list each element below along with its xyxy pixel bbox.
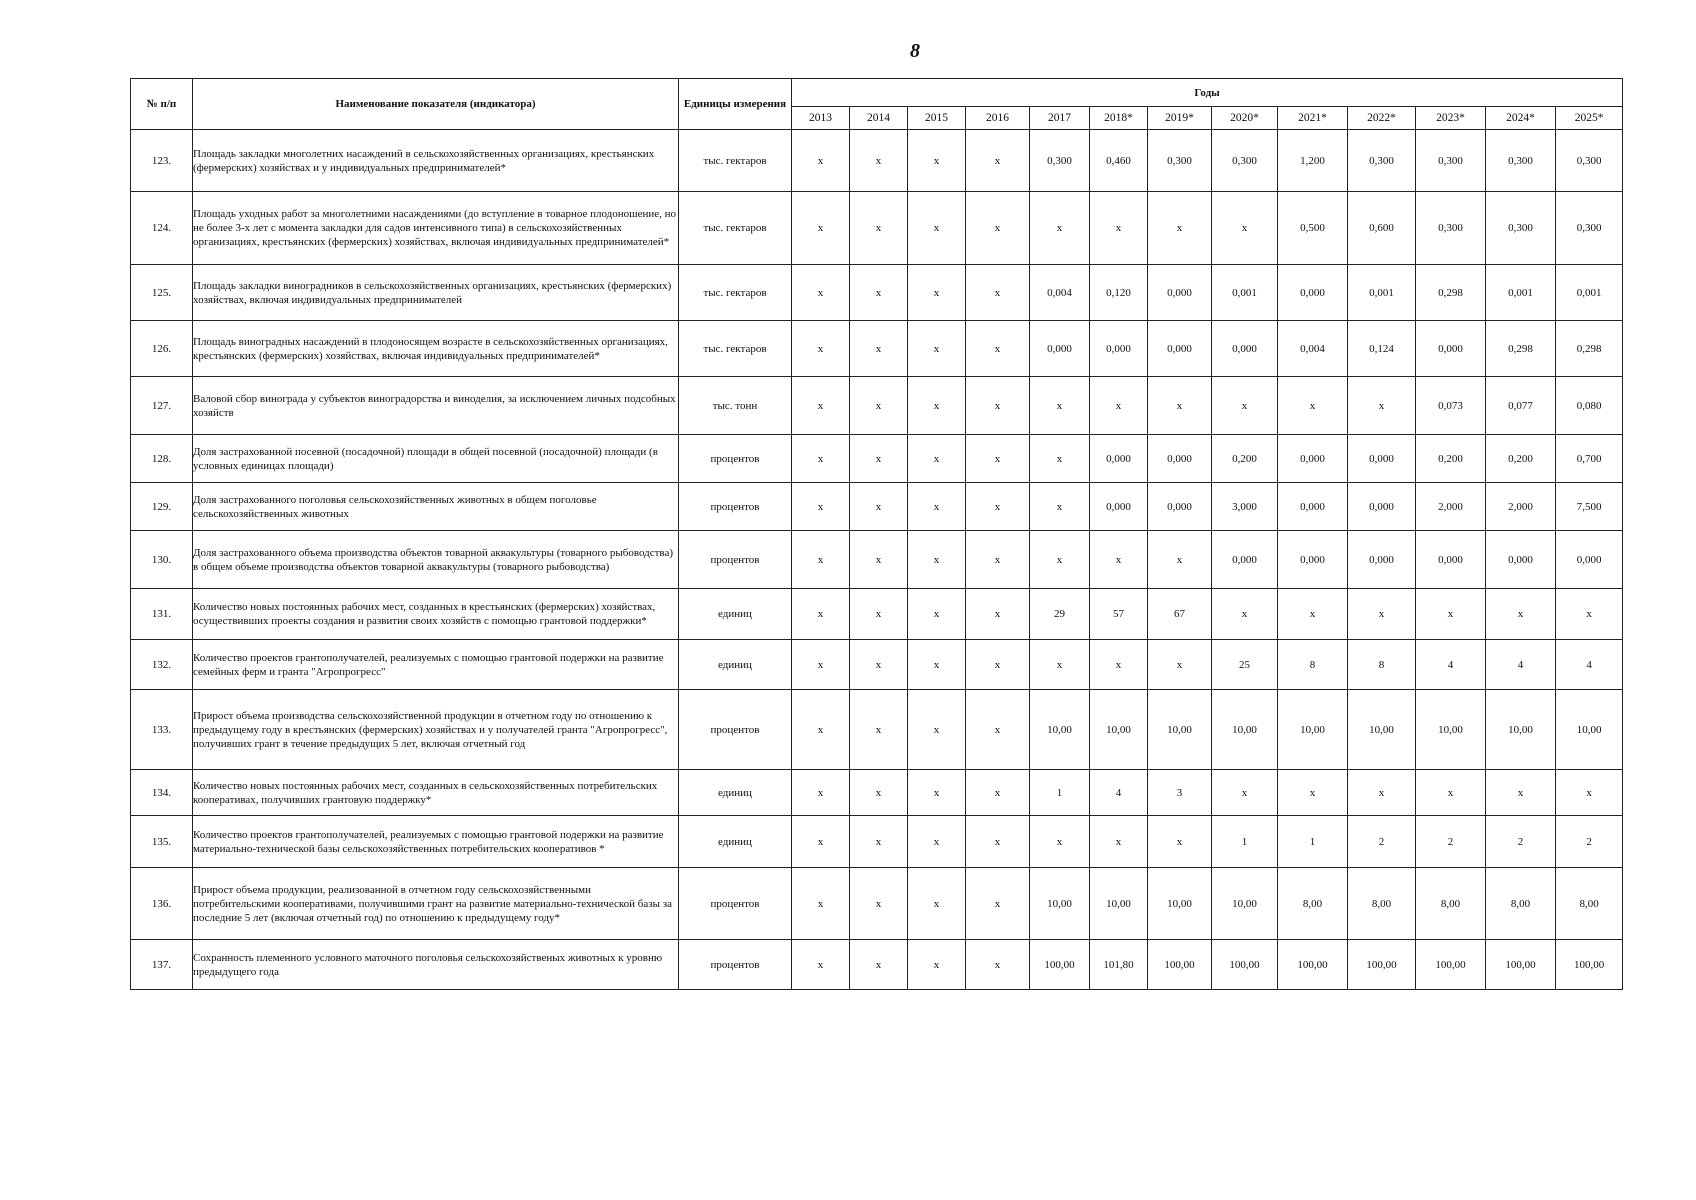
value-cell: 4	[1416, 640, 1486, 690]
value-cell: 0,000	[1416, 321, 1486, 377]
value-cell: х	[908, 589, 966, 640]
value-cell: 0,001	[1556, 265, 1623, 321]
value-cell: х	[908, 265, 966, 321]
value-cell: 4	[1556, 640, 1623, 690]
value-cell: х	[1030, 640, 1090, 690]
indicator-name: Площадь закладки многолетних насаждений в сельскохозяйственных организациях, крестьянских (фермерских) хозяйствах и у индивидуальных предпринимателей*	[193, 130, 679, 192]
value-cell: 67	[1148, 589, 1212, 640]
value-cell: х	[908, 690, 966, 770]
value-cell: х	[850, 192, 908, 265]
value-cell: х	[966, 640, 1030, 690]
value-cell: х	[908, 130, 966, 192]
value-cell: 0,700	[1556, 435, 1623, 483]
table-row	[131, 483, 1623, 531]
indicator-name: Количество проектов грантополучателей, реализуемых с помощью грантовой подержки на развитие материально-технической базы сельскохозяйственных потребительских кооперативов *	[193, 816, 679, 868]
row-number: 124.	[131, 192, 193, 265]
value-cell: х	[908, 192, 966, 265]
value-cell: 0,000	[1090, 435, 1148, 483]
indicators-table	[130, 78, 1623, 990]
value-cell: х	[850, 690, 908, 770]
value-cell: 0,004	[1278, 321, 1348, 377]
indicator-name: Площадь уходных работ за многолетними насаждениями (до вступление в товарное плодоношение, но не более 3-х лет с момента закладки для садов интенсивного типа) в сельскохозяйственных организациях, крестьянских (фермерских) хозяйствах, включая индивидуальных предпринимателей*	[193, 192, 679, 265]
value-cell: 1	[1278, 816, 1348, 868]
value-cell: 10,00	[1148, 868, 1212, 940]
unit-cell: процентов	[679, 483, 792, 531]
row-number: 125.	[131, 265, 193, 321]
value-cell: 0,460	[1090, 130, 1148, 192]
value-cell: 0,300	[1148, 130, 1212, 192]
value-cell: 1	[1212, 816, 1278, 868]
value-cell: х	[792, 816, 850, 868]
value-cell: 10,00	[1278, 690, 1348, 770]
value-cell: х	[966, 192, 1030, 265]
value-cell: х	[1090, 192, 1148, 265]
value-cell: х	[1148, 192, 1212, 265]
value-cell: 8,00	[1416, 868, 1486, 940]
value-cell: 0,500	[1278, 192, 1348, 265]
value-cell: 0,000	[1148, 435, 1212, 483]
row-number: 135.	[131, 816, 193, 868]
value-cell: 0,000	[1486, 531, 1556, 589]
value-cell: 3	[1148, 770, 1212, 816]
value-cell: х	[908, 321, 966, 377]
value-cell: х	[1212, 192, 1278, 265]
value-cell: 10,00	[1148, 690, 1212, 770]
value-cell: х	[850, 377, 908, 435]
value-cell: х	[1148, 377, 1212, 435]
indicator-name: Доля застрахованного объема производства объектов товарной аквакультуры (товарного рыбоводства) в общем объеме производства объектов товарной аквакультуры (товарного рыбоводства)	[193, 531, 679, 589]
value-cell: 8,00	[1348, 868, 1416, 940]
value-cell: х	[966, 531, 1030, 589]
value-cell: 10,00	[1416, 690, 1486, 770]
table-row	[131, 321, 1623, 377]
row-number: 126.	[131, 321, 193, 377]
row-number: 129.	[131, 483, 193, 531]
value-cell: х	[1212, 770, 1278, 816]
value-cell: х	[966, 690, 1030, 770]
table-row	[131, 868, 1623, 940]
unit-cell: единиц	[679, 816, 792, 868]
indicator-name: Сохранность племенного условного маточного поголовья сельскохозяйственых животных к уровню предыдущего года	[193, 940, 679, 990]
value-cell: х	[1030, 377, 1090, 435]
value-cell: 0,000	[1278, 531, 1348, 589]
value-cell: 0,300	[1556, 192, 1623, 265]
row-number: 128.	[131, 435, 193, 483]
value-cell: х	[966, 940, 1030, 990]
value-cell: 1	[1030, 770, 1090, 816]
value-cell: 1,200	[1278, 130, 1348, 192]
value-cell: 100,00	[1278, 940, 1348, 990]
header-year: 2024*	[1486, 107, 1556, 130]
value-cell: 25	[1212, 640, 1278, 690]
value-cell: х	[966, 770, 1030, 816]
header-year: 2018*	[1090, 107, 1148, 130]
value-cell: 0,000	[1278, 265, 1348, 321]
value-cell: х	[908, 940, 966, 990]
header-year: 2013	[792, 107, 850, 130]
value-cell: х	[1148, 816, 1212, 868]
value-cell: 0,001	[1212, 265, 1278, 321]
value-cell: х	[792, 435, 850, 483]
value-cell: х	[1090, 816, 1148, 868]
value-cell: 0,000	[1212, 321, 1278, 377]
table-body	[131, 130, 1623, 990]
value-cell: 8,00	[1486, 868, 1556, 940]
value-cell: х	[908, 816, 966, 868]
value-cell: 8	[1348, 640, 1416, 690]
value-cell: х	[1030, 531, 1090, 589]
value-cell: 0,298	[1416, 265, 1486, 321]
value-cell: 100,00	[1348, 940, 1416, 990]
value-cell: 0,300	[1486, 130, 1556, 192]
value-cell: х	[1416, 770, 1486, 816]
header-name: Наименование показателя (индикатора)	[193, 79, 679, 130]
value-cell: х	[1212, 589, 1278, 640]
unit-cell: тыс. гектаров	[679, 130, 792, 192]
value-cell: х	[850, 483, 908, 531]
value-cell: х	[792, 377, 850, 435]
value-cell: 0,000	[1278, 483, 1348, 531]
value-cell: 10,00	[1212, 690, 1278, 770]
value-cell: 10,00	[1486, 690, 1556, 770]
value-cell: 0,300	[1030, 130, 1090, 192]
value-cell: 0,004	[1030, 265, 1090, 321]
header-year: 2015	[908, 107, 966, 130]
value-cell: 8,00	[1278, 868, 1348, 940]
value-cell: х	[792, 531, 850, 589]
value-cell: 10,00	[1090, 690, 1148, 770]
value-cell: х	[966, 589, 1030, 640]
value-cell: х	[792, 940, 850, 990]
value-cell: 57	[1090, 589, 1148, 640]
table-row	[131, 130, 1623, 192]
value-cell: 0,000	[1148, 265, 1212, 321]
value-cell: х	[908, 770, 966, 816]
row-number: 131.	[131, 589, 193, 640]
header-years-group: Годы	[792, 79, 1623, 107]
value-cell: х	[850, 130, 908, 192]
value-cell: х	[908, 483, 966, 531]
value-cell: х	[850, 770, 908, 816]
value-cell: 0,300	[1416, 192, 1486, 265]
value-cell: 10,00	[1030, 868, 1090, 940]
row-number: 132.	[131, 640, 193, 690]
header-unit: Единицы измерения	[679, 79, 792, 130]
value-cell: 2	[1556, 816, 1623, 868]
indicator-name: Прирост объема производства сельскохозяйственной продукции в отчетном году по отношению к предыдущему году в крестьянских (фермерских) хозяйствах и у получателей гранта "Агропрогресс", получивших грант в течение предыдущих 5 лет, включая отчетный год	[193, 690, 679, 770]
value-cell: 0,300	[1212, 130, 1278, 192]
value-cell: 0,300	[1416, 130, 1486, 192]
value-cell: 0,000	[1348, 531, 1416, 589]
value-cell: х	[1348, 377, 1416, 435]
value-cell: х	[792, 868, 850, 940]
header-year: 2025*	[1556, 107, 1623, 130]
value-cell: х	[966, 130, 1030, 192]
table-row	[131, 435, 1623, 483]
indicator-name: Количество новых постоянных рабочих мест, созданных в крестьянских (фермерских) хозяйствах, осуществивших проекты создания и развития своих хозяйств с помощью грантовой поддержки*	[193, 589, 679, 640]
value-cell: х	[1348, 770, 1416, 816]
row-number: 123.	[131, 130, 193, 192]
value-cell: 0,200	[1486, 435, 1556, 483]
header-year: 2016	[966, 107, 1030, 130]
value-cell: 0,000	[1348, 483, 1416, 531]
indicator-name: Доля застрахованной посевной (посадочной) площади в общей посевной (посадочной) площади (в условных единицах площади)	[193, 435, 679, 483]
value-cell: 0,073	[1416, 377, 1486, 435]
value-cell: х	[792, 130, 850, 192]
table-row	[131, 265, 1623, 321]
value-cell: 0,200	[1416, 435, 1486, 483]
unit-cell: единиц	[679, 640, 792, 690]
value-cell: х	[1030, 435, 1090, 483]
value-cell: х	[1556, 770, 1623, 816]
value-cell: х	[792, 770, 850, 816]
value-cell: х	[1148, 531, 1212, 589]
unit-cell: процентов	[679, 690, 792, 770]
value-cell: 0,001	[1348, 265, 1416, 321]
value-cell: 2,000	[1416, 483, 1486, 531]
value-cell: 0,077	[1486, 377, 1556, 435]
value-cell: 0,200	[1212, 435, 1278, 483]
value-cell: х	[1556, 589, 1623, 640]
value-cell: 0,600	[1348, 192, 1416, 265]
value-cell: х	[1278, 770, 1348, 816]
value-cell: 4	[1486, 640, 1556, 690]
unit-cell: тыс. гектаров	[679, 321, 792, 377]
value-cell: 0,000	[1348, 435, 1416, 483]
value-cell: х	[908, 377, 966, 435]
value-cell: 100,00	[1416, 940, 1486, 990]
header-num: № п/п	[131, 79, 193, 130]
value-cell: 0,000	[1212, 531, 1278, 589]
header-year: 2023*	[1416, 107, 1486, 130]
value-cell: 0,000	[1148, 321, 1212, 377]
value-cell: х	[1030, 192, 1090, 265]
table-row	[131, 690, 1623, 770]
value-cell: х	[1278, 589, 1348, 640]
indicator-name: Площадь закладки виноградников в сельскохозяйственных организациях, крестьянских (фермерских) хозяйствах, включая индивидуальных предпринимателей	[193, 265, 679, 321]
header-year: 2017	[1030, 107, 1090, 130]
value-cell: х	[908, 435, 966, 483]
value-cell: х	[1090, 531, 1148, 589]
value-cell: х	[792, 192, 850, 265]
table-row	[131, 770, 1623, 816]
value-cell: х	[1148, 640, 1212, 690]
value-cell: 3,000	[1212, 483, 1278, 531]
value-cell: 0,001	[1486, 265, 1556, 321]
row-number: 127.	[131, 377, 193, 435]
value-cell: х	[850, 265, 908, 321]
value-cell: 10,00	[1556, 690, 1623, 770]
value-cell: 10,00	[1348, 690, 1416, 770]
value-cell: 100,00	[1030, 940, 1090, 990]
value-cell: 2	[1348, 816, 1416, 868]
indicator-name: Прирост объема продукции, реализованной в отчетном году сельскохозяйственными потребительскими кооперативами, получившими грант на развитие материально-технической базы за последние 5 лет (включая отчетный год) по отношению к предыдущему году*	[193, 868, 679, 940]
value-cell: 0,000	[1090, 321, 1148, 377]
value-cell: х	[850, 435, 908, 483]
value-cell: 0,298	[1556, 321, 1623, 377]
value-cell: х	[1090, 640, 1148, 690]
row-number: 130.	[131, 531, 193, 589]
value-cell: 10,00	[1030, 690, 1090, 770]
value-cell: х	[850, 868, 908, 940]
value-cell: 0,300	[1556, 130, 1623, 192]
value-cell: х	[792, 265, 850, 321]
header-year: 2022*	[1348, 107, 1416, 130]
value-cell: х	[1348, 589, 1416, 640]
unit-cell: единиц	[679, 589, 792, 640]
value-cell: х	[1030, 483, 1090, 531]
value-cell: 10,00	[1212, 868, 1278, 940]
indicator-name: Площадь виноградных насаждений в плодоносящем возрасте в сельскохозяйственных организациях, крестьянских (фермерских) хозяйствах, включая индивидуальных предпринимателей*	[193, 321, 679, 377]
indicator-name: Количество проектов грантополучателей, реализуемых с помощью грантовой подержки на развитие семейных ферм и гранта "Агропрогресс"	[193, 640, 679, 690]
value-cell: х	[792, 589, 850, 640]
header-year: 2014	[850, 107, 908, 130]
value-cell: х	[792, 690, 850, 770]
table-row	[131, 192, 1623, 265]
unit-cell: процентов	[679, 940, 792, 990]
value-cell: х	[908, 640, 966, 690]
value-cell: х	[1212, 377, 1278, 435]
value-cell: х	[908, 868, 966, 940]
value-cell: х	[966, 435, 1030, 483]
table-row	[131, 531, 1623, 589]
value-cell: х	[966, 377, 1030, 435]
value-cell: 100,00	[1556, 940, 1623, 990]
header-year: 2019*	[1148, 107, 1212, 130]
value-cell: х	[966, 265, 1030, 321]
value-cell: х	[966, 816, 1030, 868]
value-cell: х	[850, 589, 908, 640]
value-cell: 7,500	[1556, 483, 1623, 531]
value-cell: 0,300	[1486, 192, 1556, 265]
value-cell: х	[1416, 589, 1486, 640]
value-cell: 100,00	[1212, 940, 1278, 990]
value-cell: 2,000	[1486, 483, 1556, 531]
value-cell: х	[1486, 770, 1556, 816]
value-cell: х	[850, 816, 908, 868]
value-cell: 8,00	[1556, 868, 1623, 940]
indicator-name: Количество новых постоянных рабочих мест, созданных в сельскохозяйственных потребительских кооперативах, получивших грантовую поддержку*	[193, 770, 679, 816]
header-year: 2021*	[1278, 107, 1348, 130]
value-cell: 8	[1278, 640, 1348, 690]
value-cell: х	[850, 640, 908, 690]
value-cell: 101,80	[1090, 940, 1148, 990]
table-row	[131, 589, 1623, 640]
value-cell: х	[792, 483, 850, 531]
unit-cell: процентов	[679, 531, 792, 589]
value-cell: 29	[1030, 589, 1090, 640]
value-cell: 100,00	[1148, 940, 1212, 990]
table-row	[131, 377, 1623, 435]
value-cell: х	[966, 321, 1030, 377]
value-cell: х	[1090, 377, 1148, 435]
value-cell: х	[850, 321, 908, 377]
value-cell: х	[966, 483, 1030, 531]
value-cell: 0,124	[1348, 321, 1416, 377]
value-cell: 0,000	[1278, 435, 1348, 483]
value-cell: х	[850, 940, 908, 990]
unit-cell: тыс. гектаров	[679, 192, 792, 265]
unit-cell: тыс. гектаров	[679, 265, 792, 321]
value-cell: 0,000	[1090, 483, 1148, 531]
row-number: 137.	[131, 940, 193, 990]
value-cell: 0,000	[1148, 483, 1212, 531]
value-cell: 0,080	[1556, 377, 1623, 435]
value-cell: 0,000	[1416, 531, 1486, 589]
value-cell: 4	[1090, 770, 1148, 816]
table-row	[131, 816, 1623, 868]
indicator-name: Доля застрахованного поголовья сельскохозяйственных животных в общем поголовье сельскохозяйственных животных	[193, 483, 679, 531]
value-cell: 2	[1416, 816, 1486, 868]
value-cell: х	[1486, 589, 1556, 640]
value-cell: 0,120	[1090, 265, 1148, 321]
page-number: 8	[910, 40, 920, 62]
value-cell: 100,00	[1486, 940, 1556, 990]
value-cell: х	[1030, 816, 1090, 868]
value-cell: 10,00	[1090, 868, 1148, 940]
value-cell: 0,298	[1486, 321, 1556, 377]
value-cell: х	[908, 531, 966, 589]
indicator-name: Валовой сбор винограда у субъектов виноградорства и виноделия, за исключением личных подсобных хозяйств	[193, 377, 679, 435]
table-header	[131, 79, 1623, 130]
value-cell: 0,000	[1030, 321, 1090, 377]
value-cell: х	[792, 321, 850, 377]
value-cell: х	[1278, 377, 1348, 435]
value-cell: х	[850, 531, 908, 589]
row-number: 136.	[131, 868, 193, 940]
value-cell: 0,000	[1556, 531, 1623, 589]
row-number: 133.	[131, 690, 193, 770]
value-cell: х	[966, 868, 1030, 940]
value-cell: 2	[1486, 816, 1556, 868]
unit-cell: процентов	[679, 868, 792, 940]
table-row	[131, 640, 1623, 690]
row-number: 134.	[131, 770, 193, 816]
value-cell: х	[792, 640, 850, 690]
header-year: 2020*	[1212, 107, 1278, 130]
value-cell: 0,300	[1348, 130, 1416, 192]
unit-cell: процентов	[679, 435, 792, 483]
unit-cell: тыс. тонн	[679, 377, 792, 435]
table-row	[131, 940, 1623, 990]
unit-cell: единиц	[679, 770, 792, 816]
